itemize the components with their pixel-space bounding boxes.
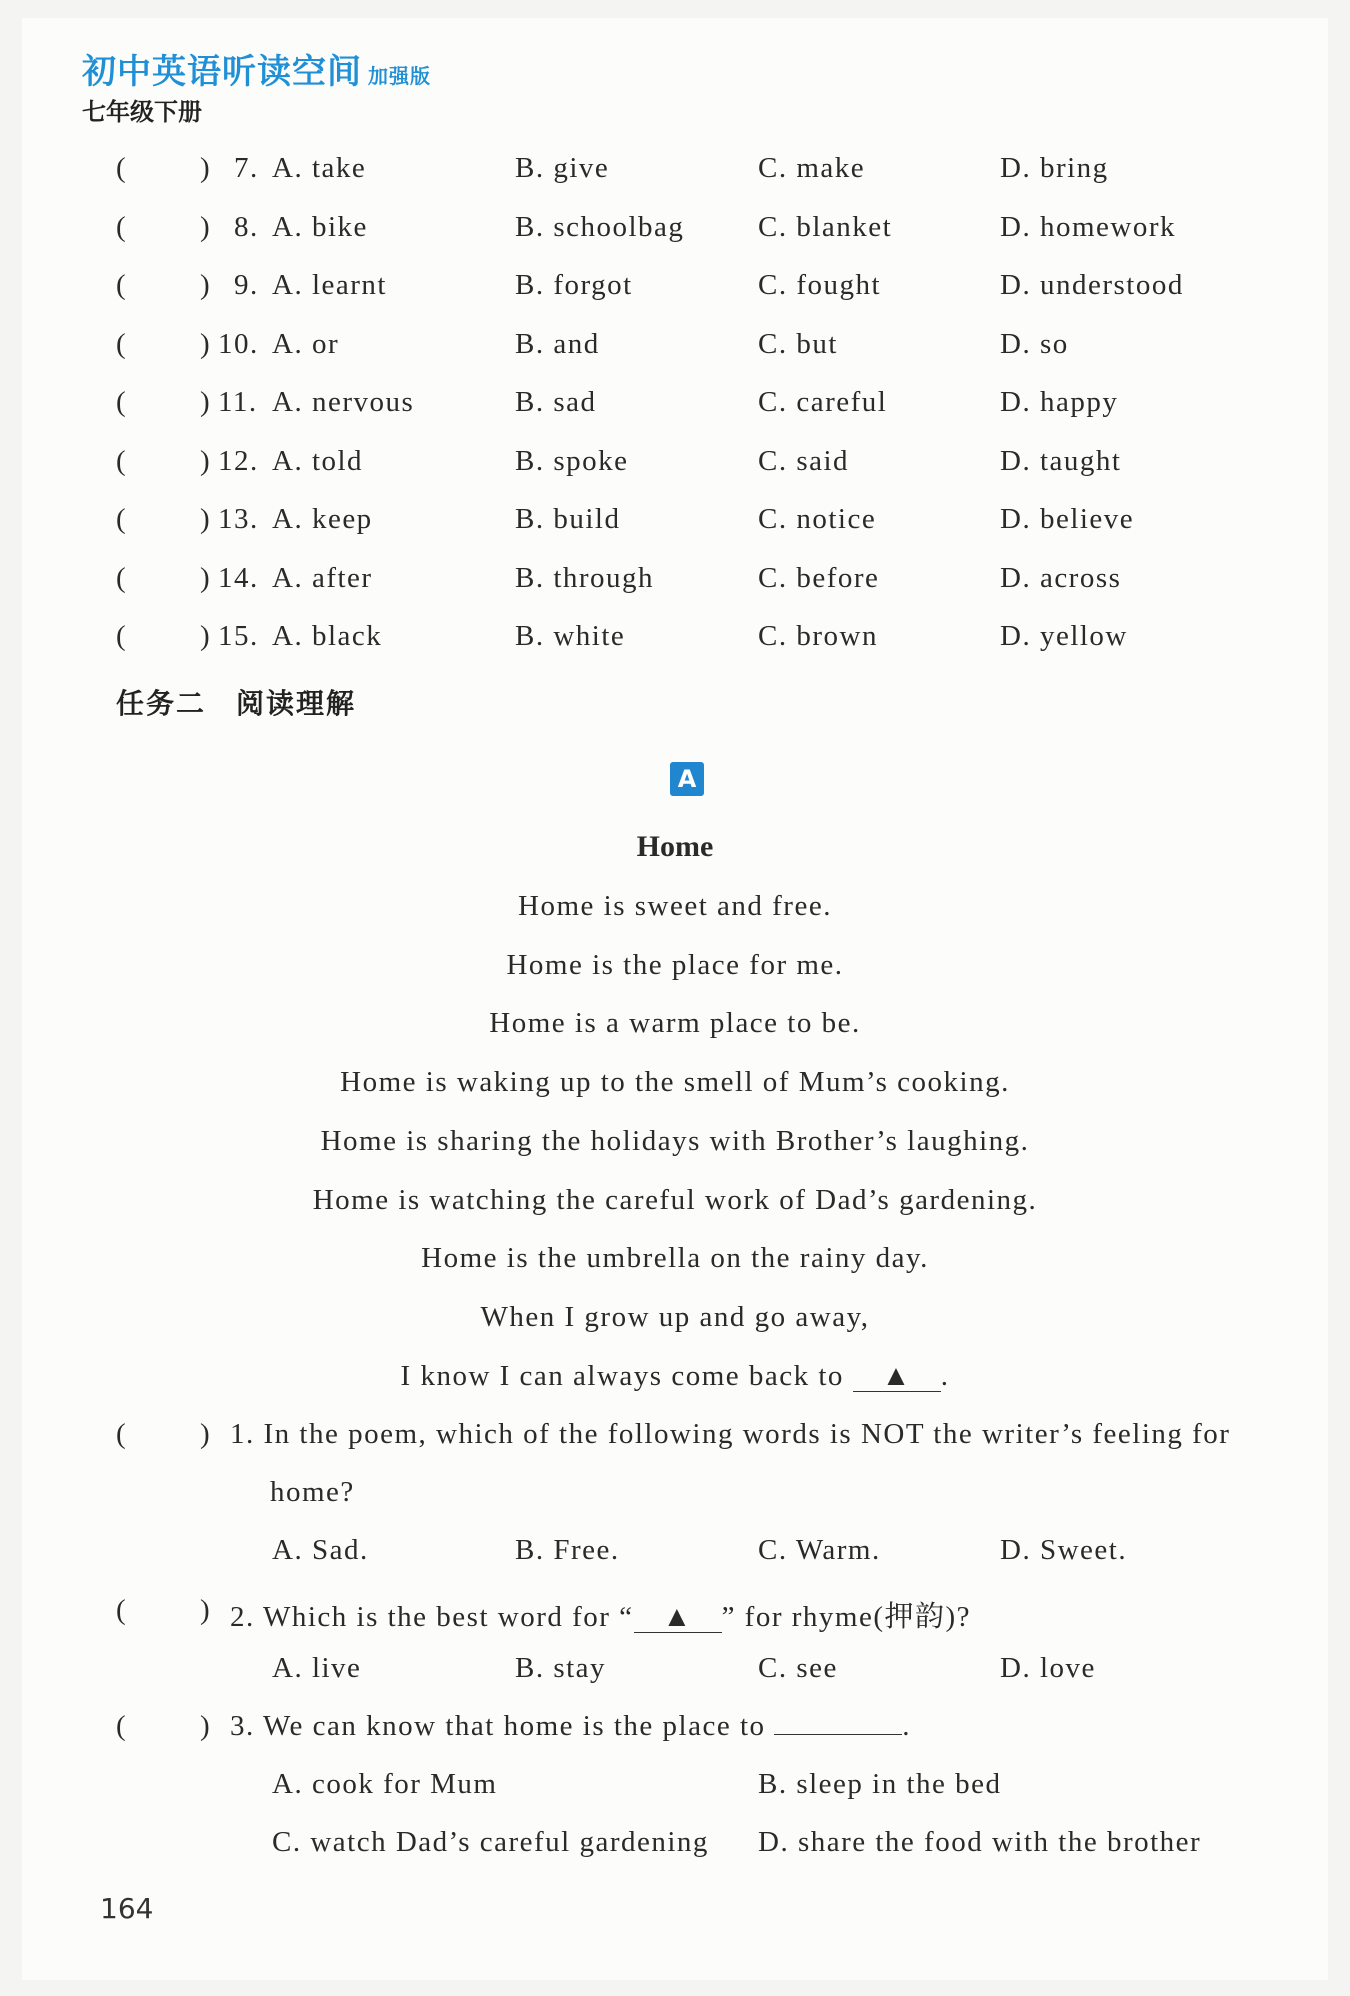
option-b[interactable]: B. and — [515, 328, 600, 360]
option-d[interactable]: D. bring — [1000, 152, 1109, 184]
option-d[interactable]: D. taught — [1000, 445, 1122, 477]
option-a[interactable]: A. learnt — [272, 269, 387, 301]
poem-line: Home is sweet and free. — [518, 890, 832, 922]
option-d[interactable]: D. homework — [1000, 211, 1176, 243]
option-d[interactable]: D. yellow — [1000, 620, 1128, 652]
option-b[interactable]: B. forgot — [515, 269, 633, 301]
page-number: 164 — [100, 1892, 154, 1925]
option-a[interactable]: A. cook for Mum — [272, 1768, 498, 1800]
question-number: 11. — [218, 386, 258, 418]
answer-blank: ▲ — [853, 1362, 941, 1392]
poem-line: When I grow up and go away, — [480, 1301, 870, 1333]
option-b[interactable]: B. through — [515, 562, 655, 594]
option-a[interactable]: A. live — [272, 1652, 362, 1684]
option-d[interactable]: D. across — [1000, 562, 1122, 594]
page-background — [22, 18, 1328, 1980]
option-c[interactable]: C. careful — [758, 386, 888, 418]
option-a[interactable]: A. keep — [272, 503, 373, 535]
option-b[interactable]: B. stay — [515, 1652, 607, 1684]
option-c[interactable]: C. fought — [758, 269, 882, 301]
question-number: 7. — [234, 152, 259, 184]
question-number: 8. — [234, 211, 259, 243]
poem-last-line: I know I can always come back to ▲ . — [400, 1360, 950, 1392]
option-c[interactable]: C. Warm. — [758, 1534, 881, 1566]
poem-line: Home is watching the careful work of Dad’s gardening. — [312, 1184, 1038, 1216]
question-number: 10. — [218, 328, 259, 360]
answer-blank: ▲ — [634, 1603, 722, 1633]
option-b[interactable]: B. sad — [515, 386, 597, 418]
option-c[interactable]: C. blanket — [758, 211, 893, 243]
option-a[interactable]: A. black — [272, 620, 383, 652]
option-b[interactable]: B. white — [515, 620, 626, 652]
answer-blank — [774, 1734, 902, 1735]
option-c[interactable]: C. make — [758, 152, 866, 184]
option-a[interactable]: A. take — [272, 152, 367, 184]
section-badge: A — [670, 762, 704, 796]
option-b[interactable]: B. build — [515, 503, 621, 535]
option-b[interactable]: B. spoke — [515, 445, 629, 477]
series-tag: 加强版 — [368, 64, 431, 88]
option-d[interactable]: D. love — [1000, 1652, 1096, 1684]
option-a[interactable]: A. or — [272, 328, 340, 360]
option-c[interactable]: C. notice — [758, 503, 877, 535]
option-d[interactable]: D. Sweet. — [1000, 1534, 1128, 1566]
poem-line: Home is the place for me. — [506, 949, 844, 981]
poem-line: Home is the umbrella on the rainy day. — [421, 1242, 929, 1274]
option-c[interactable]: C. before — [758, 562, 880, 594]
option-a[interactable]: A. nervous — [272, 386, 415, 418]
option-d[interactable]: D. so — [1000, 328, 1069, 360]
question-number: 15. — [218, 620, 259, 652]
poem-line: Home is a warm place to be. — [489, 1007, 861, 1039]
option-c[interactable]: C. watch Dad’s careful gardening — [272, 1826, 709, 1858]
option-c[interactable]: C. but — [758, 328, 838, 360]
option-c[interactable]: C. see — [758, 1652, 838, 1684]
grade-label: 七年级下册 — [82, 98, 202, 126]
question-number: 13. — [218, 503, 259, 535]
series-title: 初中英语听读空间 加强版 — [82, 52, 431, 92]
question-number: 14. — [218, 562, 259, 594]
poem-title: Home — [636, 830, 714, 863]
option-b[interactable]: B. sleep in the bed — [758, 1768, 1002, 1800]
poem-line: Home is sharing the holidays with Brother’s laughing. — [320, 1125, 1030, 1157]
task-heading: 任务二 阅读理解 — [116, 687, 357, 720]
question-number: 12. — [218, 445, 259, 477]
option-d[interactable]: D. happy — [1000, 386, 1119, 418]
option-c[interactable]: C. said — [758, 445, 850, 477]
option-a[interactable]: A. told — [272, 445, 364, 477]
option-a[interactable]: A. bike — [272, 211, 368, 243]
option-a[interactable]: A. after — [272, 562, 373, 594]
option-a[interactable]: A. Sad. — [272, 1534, 369, 1566]
option-b[interactable]: B. give — [515, 152, 610, 184]
option-d[interactable]: D. believe — [1000, 503, 1135, 535]
option-c[interactable]: C. brown — [758, 620, 878, 652]
option-b[interactable]: B. Free. — [515, 1534, 620, 1566]
poem-line: Home is waking up to the smell of Mum’s cooking. — [340, 1066, 1010, 1098]
option-d[interactable]: D. share the food with the brother — [758, 1826, 1202, 1858]
option-b[interactable]: B. schoolbag — [515, 211, 685, 243]
option-d[interactable]: D. understood — [1000, 269, 1184, 301]
question-number: 9. — [234, 269, 259, 301]
